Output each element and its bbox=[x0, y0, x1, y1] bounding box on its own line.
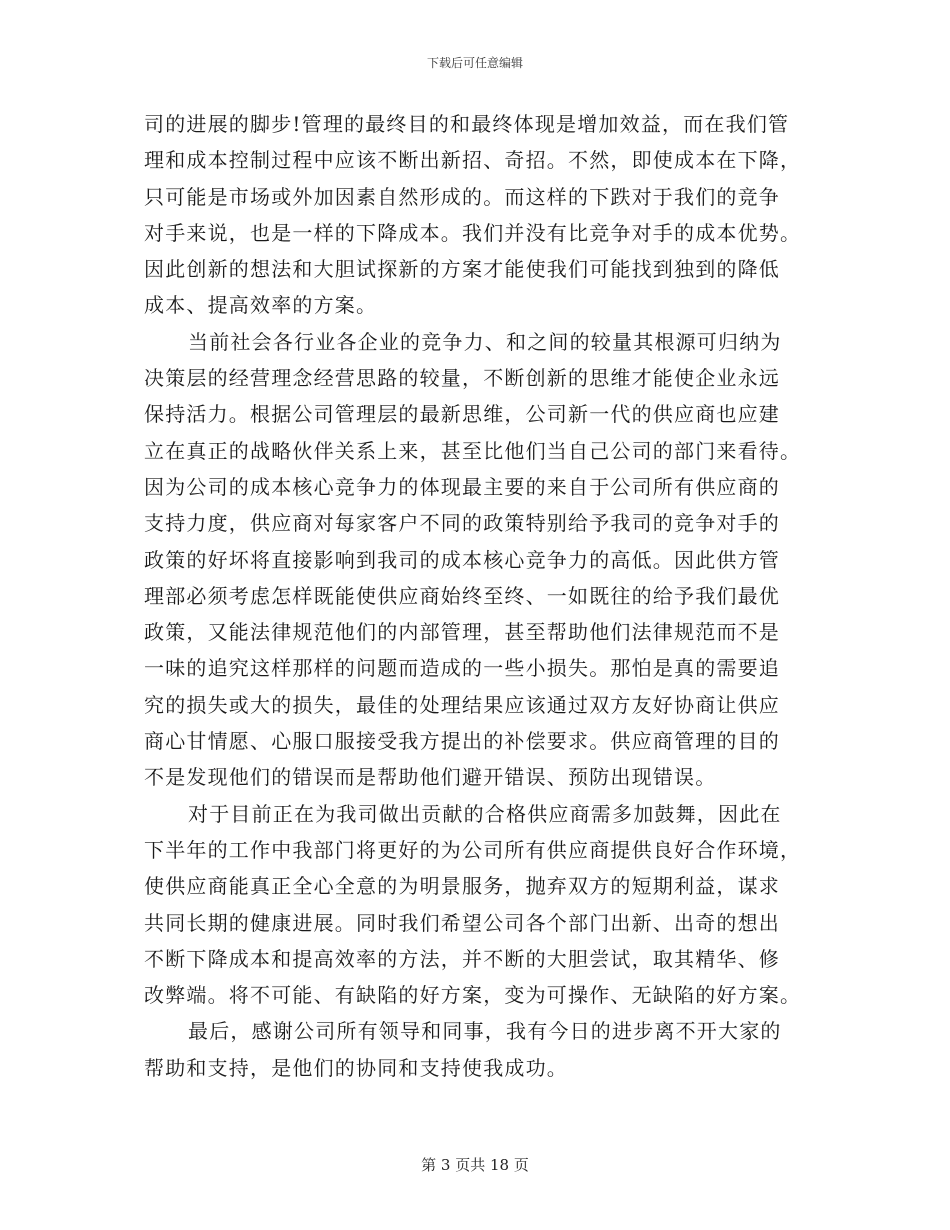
text-line: 不断下降成本和提高效率的方法，并不断的大胆尝试，取其精华、修 bbox=[144, 946, 780, 971]
text-line: 只可能是市场或外加因素自然形成的。而这样的下跌对于我们的竞争 bbox=[144, 184, 780, 209]
text-line: 因为公司的成本核心竞争力的体现最主要的来自于公司所有供应商的 bbox=[144, 474, 780, 499]
page-footer: 第 3 页共 18 页 bbox=[421, 1156, 529, 1174]
text-line: 改弊端。将不可能、有缺陷的好方案，变为可操作、无缺陷的好方案。 bbox=[144, 983, 802, 1008]
text-line: 当前社会各行业各企业的竞争力、和之间的较量其根源可归纳为 bbox=[188, 329, 782, 354]
text-line: 政策的好坏将直接影响到我司的成本核心竞争力的高低。因此供方管 bbox=[144, 547, 780, 572]
text-line: 不是发现他们的错误而是帮助他们避开错误、预防出现错误。 bbox=[144, 765, 717, 790]
text-line: 最后，感谢公司所有领导和同事，我有今日的进步离不开大家的 bbox=[188, 1019, 782, 1044]
text-line: 立在真正的战略伙伴关系上来，甚至比他们当自己公司的部门来看待。 bbox=[144, 438, 802, 463]
text-line: 下半年的工作中我部门将更好的为公司所有供应商提供良好合作环境， bbox=[144, 837, 802, 862]
text-line: 理部必须考虑怎样既能使供应商始终至终、一如既往的给予我们最优 bbox=[144, 583, 780, 608]
text-line: 一味的追究这样那样的问题而造成的一些小损失。那怕是真的需要追 bbox=[144, 656, 780, 681]
text-line: 决策层的经营理念经营思路的较量，不断创新的思维才能使企业永远 bbox=[144, 366, 780, 391]
text-line: 究的损失或大的损失，最佳的处理结果应该通过双方友好协商让供应 bbox=[144, 692, 780, 717]
text-line: 理和成本控制过程中应该不断出新招、奇招。不然，即使成本在下降， bbox=[144, 148, 802, 173]
text-line: 司的进展的脚步!管理的最终目的和最终体现是增加效益，而在我们管 bbox=[144, 112, 790, 136]
page-header: 下载后可任意编辑 bbox=[426, 56, 523, 70]
text-line: 对于目前正在为我司做出贡献的合格供应商需多加鼓舞，因此在 bbox=[188, 801, 782, 826]
text-line: 共同长期的健康进展。同时我们希望公司各个部门出新、出奇的想出 bbox=[144, 910, 780, 935]
text-line: 因此创新的想法和大胆试探新的方案才能使我们可能找到独到的降低 bbox=[144, 257, 780, 282]
text-line: 商心甘情愿、心服口服接受我方提出的补偿要求。供应商管理的目的 bbox=[144, 729, 780, 754]
text-line: 支持力度，供应商对每家客户不同的政策特别给予我司的竞争对手的 bbox=[144, 511, 780, 536]
text-line: 帮助和支持，是他们的协同和支持使我成功。 bbox=[144, 1055, 568, 1080]
text-line: 对手来说，也是一样的下降成本。我们并没有比竞争对手的成本优势。 bbox=[144, 220, 802, 245]
text-line: 成本、提高效率的方案。 bbox=[144, 293, 378, 318]
text-line: 保持活力。根据公司管理层的最新思维，公司新一代的供应商也应建 bbox=[144, 402, 780, 427]
text-line: 使供应商能真正全心全意的为明景服务，抛弃双方的短期利益，谋求 bbox=[144, 874, 780, 899]
document-body bbox=[144, 106, 809, 1086]
text-line: 政策，又能法律规范他们的内部管理，甚至帮助他们法律规范而不是 bbox=[144, 620, 780, 645]
